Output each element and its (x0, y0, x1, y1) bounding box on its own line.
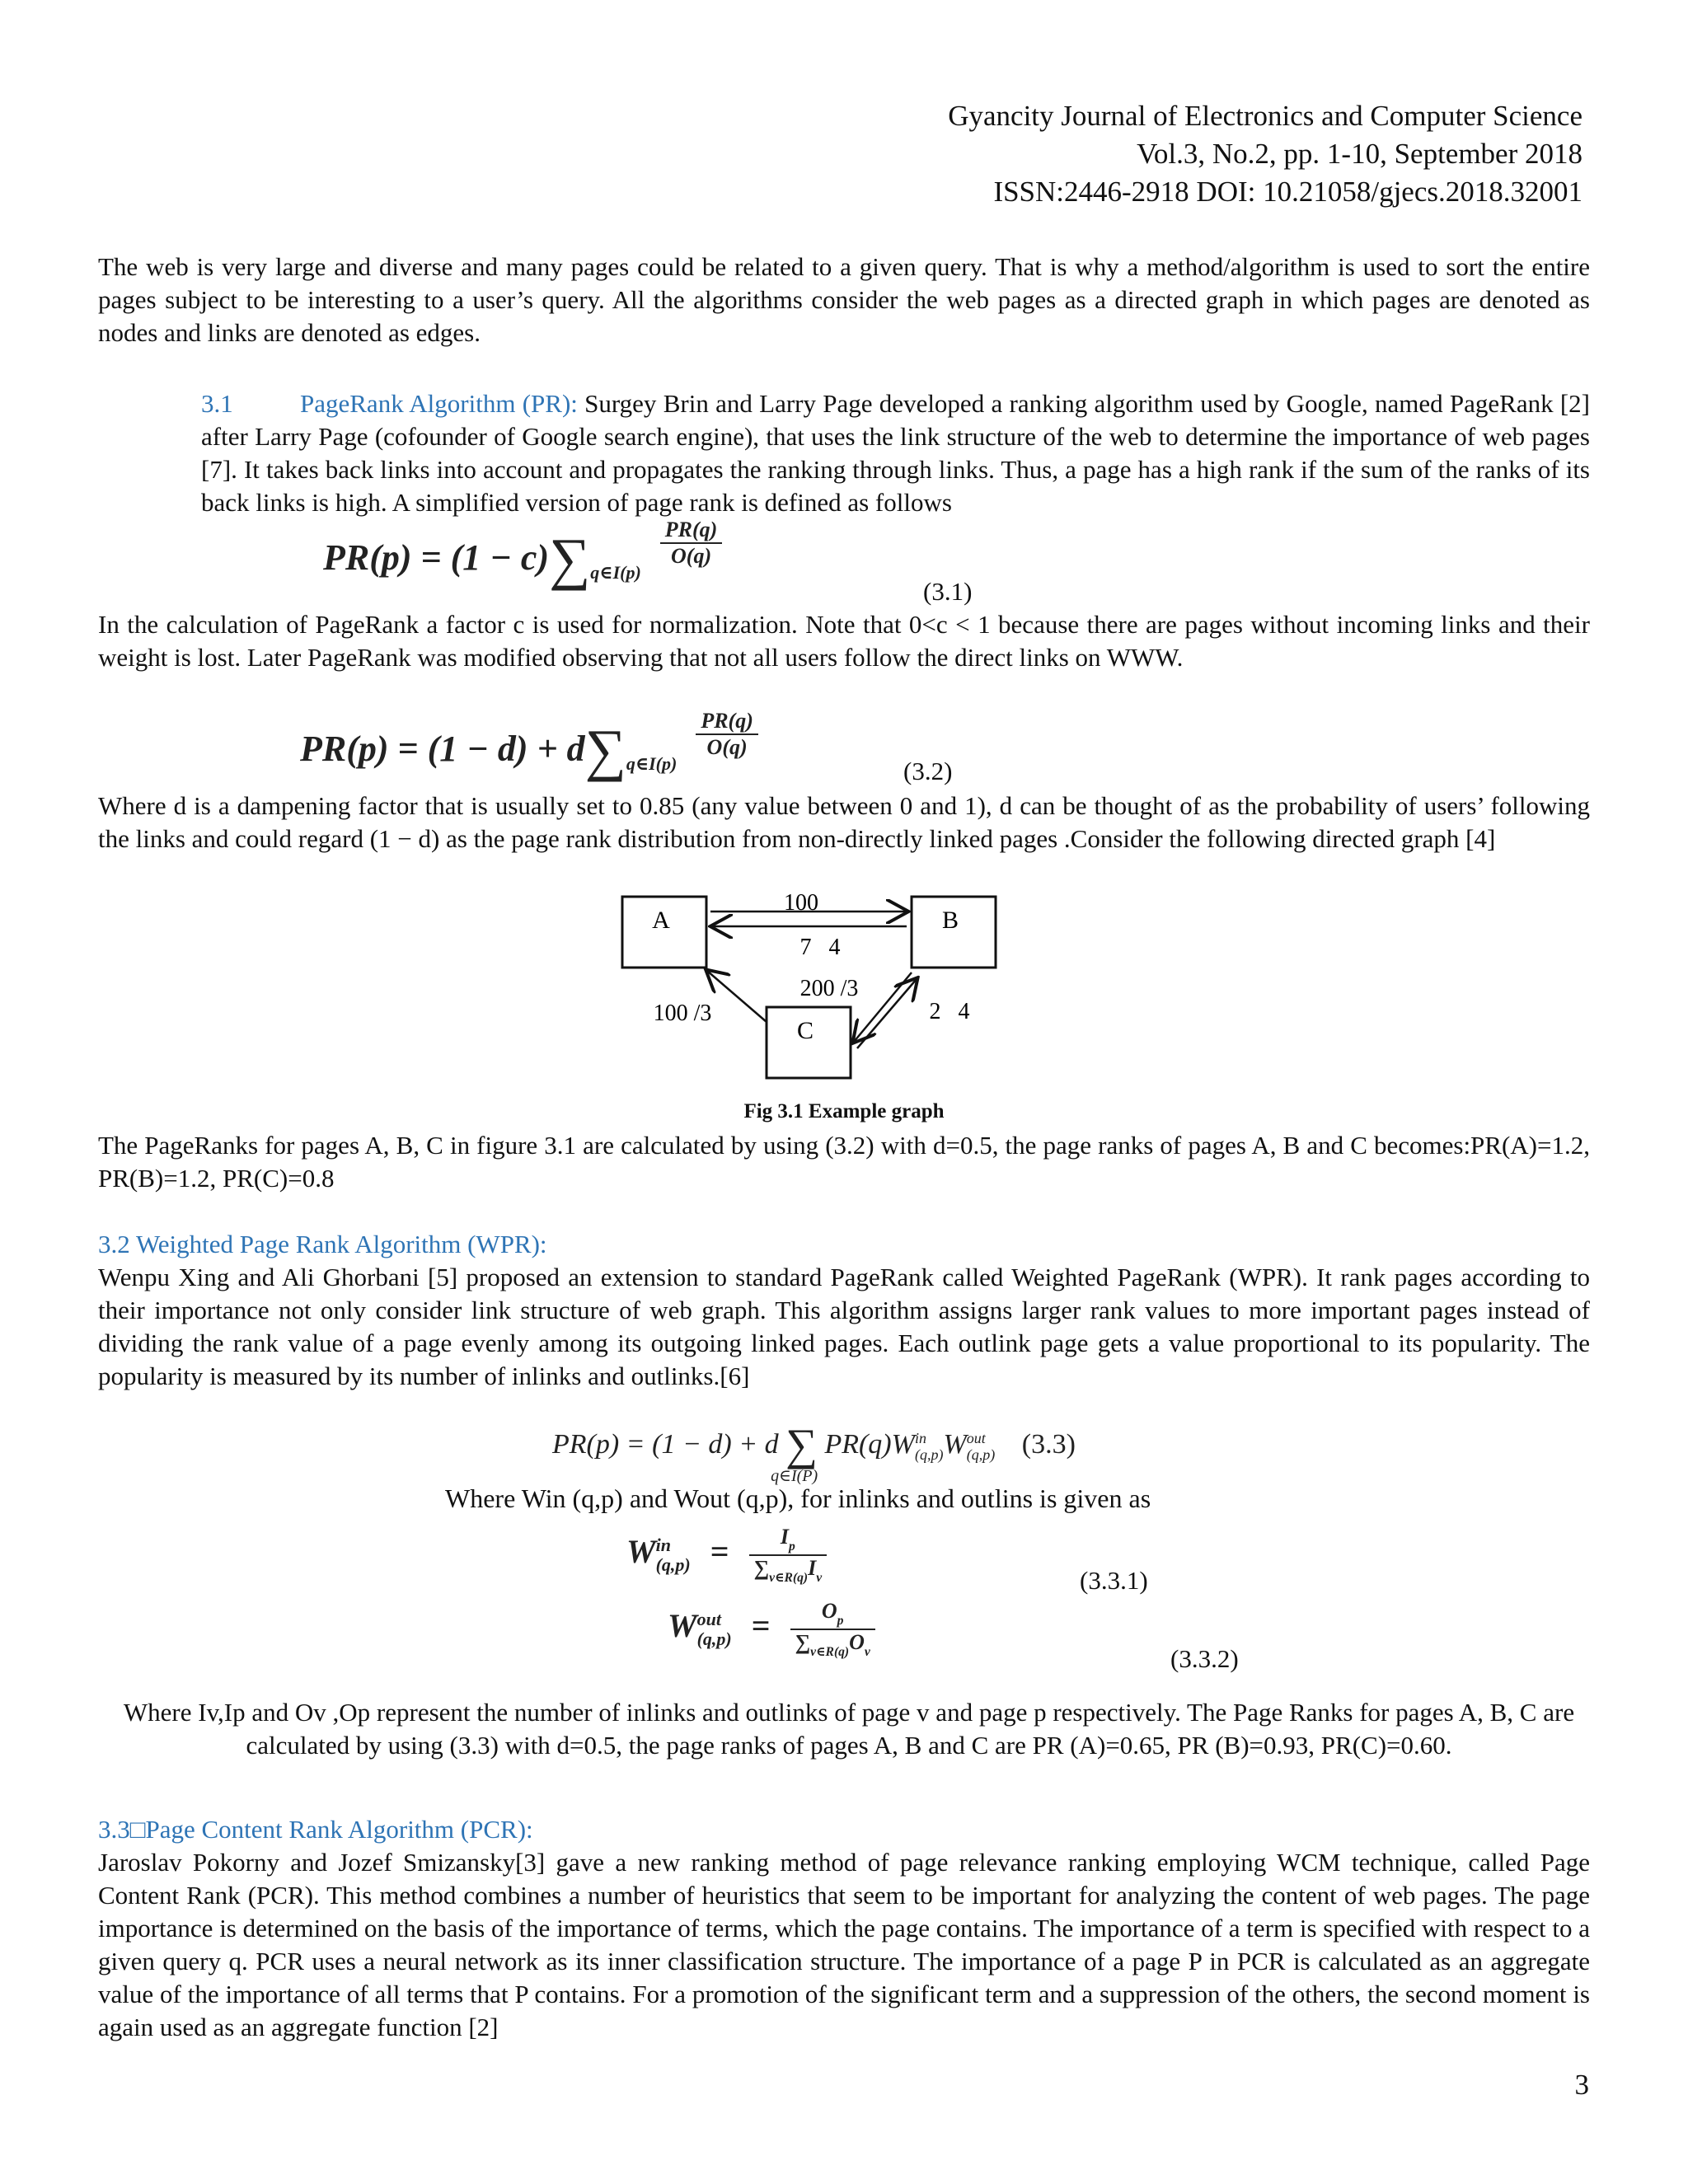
eq32-scripts (697, 1610, 732, 1649)
edge-label-ab: 100 (784, 890, 818, 916)
equation-3-3-1 (626, 1525, 827, 1586)
node-b-label: B (941, 907, 959, 934)
journal-header (948, 97, 1582, 211)
edge-label-bc: 200 /3 (799, 976, 859, 1001)
eq2-sigma: ∑ (584, 718, 626, 783)
eq32-sub: (q,p) (696, 1628, 732, 1649)
section-3-1-title: PageRank Algorithm (PR): (300, 389, 578, 418)
eq3-qp-sub-1: (q,p) (914, 1446, 944, 1464)
eq2-numerator: PR(q) (696, 709, 758, 735)
eq1-numerator: PR(q) (660, 518, 723, 544)
eq31-fraction (749, 1525, 828, 1586)
intro-paragraph: The web is very large and diverse and many pages could be related to a given query. That is why a method/algorithm is used to sort the entire pages subject to be interesting to a user’s query. All the algorithms consider the web pages as a directed graph in which pages are denoted as nodes and links are denoted as edges. (98, 252, 1590, 347)
eq31-numerator (749, 1525, 828, 1556)
pagerank-results-paragraph: The PageRanks for pages A, B, C in figure 3.1 are calculated by using (3.2) with d=0.5, the page ranks of pages A, B and C becomes:PR(A)=1.2, PR(B)=1.2, PR(C)=0.8 (98, 1131, 1590, 1193)
node-b (912, 897, 996, 968)
eq3-left: PR(p) = (1 − d) + d (552, 1428, 779, 1460)
example-graph (610, 890, 1022, 1088)
equation-3-1-label: (3.1) (923, 577, 973, 606)
journal-issn-doi: ISSN:2446-2918 DOI: 10.21058/gjecs.2018.32001 (993, 176, 1582, 208)
eq3-win-scripts (915, 1430, 944, 1463)
eq3-out-sup: out (966, 1430, 986, 1447)
eq31-equals: = (710, 1532, 729, 1570)
eq31-w: W (626, 1532, 656, 1570)
equation-3-3-2 (668, 1599, 875, 1660)
equation-3-3-label: (3.3) (1021, 1428, 1076, 1460)
section-3-1-text: Surgey Brin and Larry Page developed a ranking algorithm used by Google, named PageRank [2] after Larry Page (cofounder of Google search engine), that uses the link structure of the web to determine the importance of web pages [7]. It takes back links into account and propagates the ranking through links. Thus, a page has a high rank if the sum of the ranks of its back links is high. A simplified version of page rank is defined as follows (201, 389, 1591, 517)
eq2-left: PR(p) = (1 − d) + d (300, 729, 585, 769)
equation-3-3-2-label: (3.3.2) (1170, 1644, 1239, 1673)
wpr-results-paragraph: Where Iv,Ip and Ov ,Op represent the number of inlinks and outlinks of page v and page p respectively. The Page Ranks for pages A, B, C are calculated by using (3.3) with d=0.5, the page ranks of pages A, B and C are PR (A)=0.65, PR (B)=0.93, PR(C)=0.60. (123, 1698, 1575, 1760)
eq31-sup: in (655, 1534, 671, 1555)
page-number: 3 (1574, 2069, 1589, 2101)
eq3-in-sup: in (914, 1430, 926, 1447)
eq3-w: W (943, 1428, 967, 1460)
eq31-num-var: I (780, 1525, 790, 1549)
eq32-equals: = (751, 1606, 771, 1644)
section-3-1-number: 3.1 (201, 389, 233, 418)
eq32-den-var-sub: v (864, 1644, 870, 1659)
eq31-denominator (749, 1556, 828, 1586)
eq32-den-var: O (849, 1629, 865, 1654)
node-c (767, 1007, 851, 1078)
eq3-sum-block (771, 1419, 818, 1485)
where-win-wout-line: Where Win (q,p) and Wout (q,p), for inlinks and outlins is given as (445, 1483, 1151, 1513)
eq3-mid: PR(q)W (824, 1428, 915, 1460)
eq3-sum-index: q∈I(P) (771, 1467, 818, 1485)
node-a (622, 897, 706, 968)
journal-title: Gyancity Journal of Electronics and Computer Science (948, 100, 1582, 132)
eq3-qp-sub-2: (q,p) (966, 1446, 996, 1464)
journal-volume: Vol.3, No.2, pp. 1-10, September 2018 (1137, 138, 1582, 170)
eq32-denominator (790, 1630, 875, 1660)
eq32-num-var: O (821, 1599, 837, 1623)
eq1-sigma: ∑ (549, 527, 591, 592)
eq2-denominator: O(q) (706, 735, 748, 759)
edge-c-to-a (707, 971, 767, 1022)
eq31-den-var-sub: v (816, 1570, 823, 1585)
edge-b-to-c (854, 972, 912, 1042)
eq31-sub: (q,p) (655, 1554, 691, 1575)
eq31-num-sub: p (789, 1539, 795, 1554)
eq31-den-index: v∈R(q) (769, 1570, 809, 1585)
eq1-left: PR(p) = (1 − c) (323, 537, 550, 578)
eq32-numerator (790, 1599, 875, 1630)
eq2-fraction (696, 709, 758, 760)
section-3-2-title: 3.2 Weighted Page Rank Algorithm (WPR): (98, 1230, 547, 1258)
eq32-den-index: v∈R(q) (810, 1644, 850, 1659)
after-eq1-paragraph: In the calculation of PageRank a factor c is used for normalization. Note that 0<c < 1 because there are pages without incoming links and their weight is lost. Later PageRank was modified observing that not all users follow the direct links on WWW. (98, 610, 1590, 672)
section-3-3-title: 3.3□Page Content Rank Algorithm (PCR): (98, 1815, 533, 1844)
eq3-wout-scripts (967, 1430, 996, 1463)
equation-3-1 (323, 518, 722, 593)
equation-3-2-label: (3.2) (903, 757, 953, 785)
equation-3-3-1-label: (3.3.1) (1080, 1566, 1148, 1595)
edge-label-cb: 2 4 (929, 999, 970, 1024)
eq32-fraction (790, 1599, 875, 1660)
after-eq2-paragraph: Where d is a dampening factor that is usually set to 0.85 (any value between 0 and 1), d can be thought of as the probability of users’ following the links and could regard (1 − d) as the page rank distribution from non-directly linked pages .Consider the following directed graph [4] (98, 791, 1590, 853)
edge-label-ba: 7 4 (799, 935, 841, 960)
section-3-3-paragraph: Jaroslav Pokorny and Jozef Smizansky[3] gave a new ranking method of page relevance ranking employing WCM technique, called Page Content Rank (PCR). This method combines a number of heuristics that seem to be important for analyzing the content of web pages. The page importance is determined on the basis of the importance of terms, which the page contains. The importance of a term is specified with respect to a given query q. PCR uses a neural network as its inner classification structure. The importance of a page P in PCR is calculated as an aggregate value of the importance of all terms that P contains. For a promotion of the significant term and a suppression of the others, the second moment is again used as an aggregate function [2] (98, 1848, 1590, 2041)
node-c-label: C (796, 1017, 814, 1044)
eq2-sum-index: q∈I(p) (626, 753, 678, 774)
eq31-scripts (656, 1535, 691, 1575)
section-3-2-paragraph: Wenpu Xing and Ali Ghorbani [5] proposed an extension to standard PageRank called Weighted PageRank (WPR). It rank pages according to their importance not only consider link structure of web graph. This algorithm assigns larger rank values to more important pages instead of dividing the rank value of a page evenly among its outgoing linked pages. Each outlink page gets a value proportional to its popularity. The popularity is measured by its number of inlinks and outlinks.[6] (98, 1263, 1590, 1390)
section-3-1-paragraph (201, 387, 1590, 519)
eq32-w: W (668, 1606, 697, 1644)
node-a-label: A (652, 907, 670, 934)
edge-c-to-b (857, 979, 917, 1048)
equation-3-2 (300, 709, 758, 785)
eq1-denominator: O(q) (671, 544, 712, 568)
eq3-sigma: ∑ (785, 1420, 818, 1469)
eq1-fraction (660, 518, 723, 569)
eq32-num-sub: p (837, 1613, 844, 1628)
eq31-den-sigma: ∑ (753, 1555, 770, 1580)
edge-label-ca: 100 /3 (653, 1001, 712, 1026)
equation-3-3 (552, 1419, 1076, 1485)
eq32-sup: out (696, 1608, 721, 1629)
eq1-sum-index: q∈I(p) (590, 562, 641, 583)
eq32-den-sigma: ∑ (795, 1629, 811, 1654)
figure-caption: Fig 3.1 Example graph (743, 1100, 945, 1122)
eq31-den-var: I (808, 1555, 817, 1580)
